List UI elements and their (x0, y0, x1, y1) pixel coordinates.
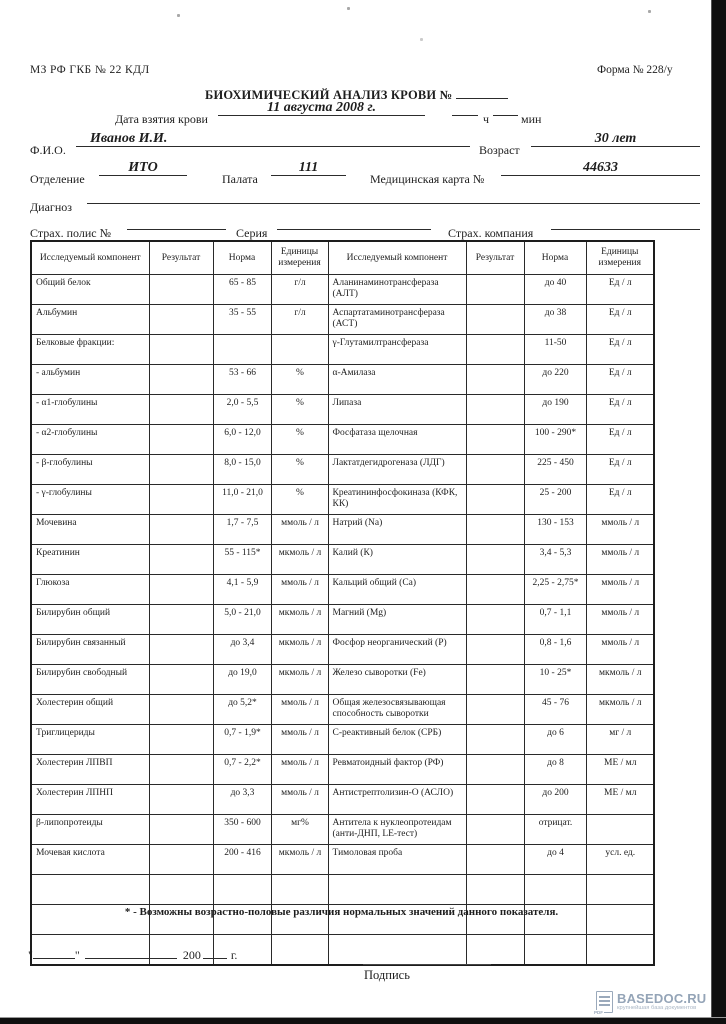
insurance-company-label: Страх. компания (448, 226, 534, 240)
blood-draw-date-field (218, 99, 425, 116)
result-value (466, 575, 524, 605)
norm-range: 350 - 600 (213, 815, 271, 845)
table-row (31, 755, 654, 785)
result-value (149, 605, 213, 635)
ward-label: Палата (222, 172, 258, 186)
norm-range (213, 875, 271, 905)
table-row (31, 335, 654, 365)
column-header-result: Результат (466, 241, 524, 275)
component-name: Белковые фракции: (31, 335, 149, 365)
result-value (149, 785, 213, 815)
medical-card-value: 44633 (583, 160, 618, 175)
result-value (466, 755, 524, 785)
table-row (31, 275, 654, 305)
analysis-number-blank (456, 86, 508, 99)
norm-range: 55 - 115* (213, 545, 271, 575)
norm-range: до 4 (524, 845, 586, 875)
result-value (466, 875, 524, 905)
unit-label: Ед / л (586, 305, 654, 335)
norm-range: 2,0 - 5,5 (213, 395, 271, 425)
result-value (466, 635, 524, 665)
unit-label: Ед / л (586, 455, 654, 485)
result-value (466, 395, 524, 425)
norm-range (524, 875, 586, 905)
component-name: - альбумин (31, 365, 149, 395)
norm-range: 100 - 290* (524, 425, 586, 455)
result-value (149, 875, 213, 905)
norm-range: 53 - 66 (213, 365, 271, 395)
norm-range: до 5,2* (213, 695, 271, 725)
table-row (31, 725, 654, 755)
component-name: С-реактивный белок (СРБ) (328, 725, 466, 755)
result-value (466, 665, 524, 695)
norm-range: 0,7 - 1,1 (524, 605, 586, 635)
results-table-body (31, 275, 654, 966)
unit-label: ммоль / л (271, 695, 328, 725)
component-name: Мочевая кислота (31, 845, 149, 875)
unit-label: Ед / л (586, 395, 654, 425)
unit-label: ммоль / л (586, 545, 654, 575)
unit-label: % (271, 365, 328, 395)
table-row (31, 785, 654, 815)
component-name: Фосфор неорганический (Р) (328, 635, 466, 665)
ward-value: 111 (298, 160, 319, 175)
unit-label: ммоль / л (586, 575, 654, 605)
column-header-norm: Норма (213, 241, 271, 275)
result-value (466, 605, 524, 635)
component-name: Антитела к нуклеопротеидам (анти-ДНП, LE-тест) (328, 815, 466, 845)
unit-label: Ед / л (586, 485, 654, 515)
unit-label: усл. ед. (586, 845, 654, 875)
ward-field (271, 159, 346, 176)
component-name: Натрий (Na) (328, 515, 466, 545)
unit-label (586, 875, 654, 905)
result-value (149, 755, 213, 785)
unit-label: % (271, 395, 328, 425)
result-value (149, 305, 213, 335)
scan-border-right (711, 0, 726, 1024)
column-header-component: Исследуемый компонент (31, 241, 149, 275)
component-name: Холестерин ЛПНП (31, 785, 149, 815)
norm-range: 5,0 - 21,0 (213, 605, 271, 635)
component-name: Кальций общий (Ca) (328, 575, 466, 605)
component-name: Билирубин связанный (31, 635, 149, 665)
scan-speck (177, 14, 180, 17)
result-value (466, 845, 524, 875)
age-field (531, 130, 700, 147)
result-value (466, 425, 524, 455)
organization-label: МЗ РФ ГКБ № 22 КДЛ (30, 64, 150, 76)
table-row (31, 695, 654, 725)
table-row (31, 425, 654, 455)
age-value: 30 лет (594, 131, 637, 146)
table-row (31, 815, 654, 845)
scan-speck (420, 38, 423, 41)
norm-range: 0,7 - 1,9* (213, 725, 271, 755)
component-name: Тимоловая проба (328, 845, 466, 875)
unit-label: мг / л (586, 725, 654, 755)
norm-range: до 19,0 (213, 665, 271, 695)
table-row (31, 875, 654, 905)
unit-label: Ед / л (586, 425, 654, 455)
component-name: - α2-глобулины (31, 425, 149, 455)
result-value (149, 815, 213, 845)
result-value (466, 365, 524, 395)
unit-label: ммоль / л (271, 515, 328, 545)
table-row (31, 485, 654, 515)
column-header-norm: Норма (524, 241, 586, 275)
unit-label (586, 815, 654, 845)
pdf-document-icon (596, 991, 613, 1013)
department-label: Отделение (30, 172, 85, 186)
norm-range: до 3,4 (213, 635, 271, 665)
result-value (149, 635, 213, 665)
unit-label: ммоль / л (586, 605, 654, 635)
unit-label: мкмоль / л (586, 695, 654, 725)
component-name: Общая железосвязывающая способность сыворотки (328, 695, 466, 725)
day-blank (33, 946, 75, 959)
unit-label: ммоль / л (271, 755, 328, 785)
component-name (328, 875, 466, 905)
norm-range: 45 - 76 (524, 695, 586, 725)
unit-label: мкмоль / л (586, 665, 654, 695)
result-value (466, 785, 524, 815)
component-name: Глюкоза (31, 575, 149, 605)
patient-name-field (76, 130, 470, 147)
component-name: Железо сыворотки (Fe) (328, 665, 466, 695)
result-value (466, 695, 524, 725)
norm-range: 3,4 - 5,3 (524, 545, 586, 575)
norm-range: 25 - 200 (524, 485, 586, 515)
unit-label: % (271, 485, 328, 515)
year-suffix: г. (230, 948, 238, 962)
result-value (466, 275, 524, 305)
scan-speck (648, 10, 651, 13)
component-name: Лактатдегидрогеназа (ЛДГ) (328, 455, 466, 485)
component-name (31, 875, 149, 905)
year-blank (203, 946, 227, 959)
basedoc-watermark (596, 991, 706, 1013)
result-value (149, 575, 213, 605)
result-value (149, 845, 213, 875)
unit-label: г/л (271, 305, 328, 335)
result-value (466, 545, 524, 575)
table-header-row (31, 241, 654, 275)
norm-range: 2,25 - 2,75* (524, 575, 586, 605)
unit-label: МЕ / мл (586, 755, 654, 785)
component-name: Креатинин (31, 545, 149, 575)
unit-label: мкмоль / л (271, 605, 328, 635)
column-header-result: Результат (149, 241, 213, 275)
column-header-component: Исследуемый компонент (328, 241, 466, 275)
norm-range: 200 - 416 (213, 845, 271, 875)
norm-range: 0,7 - 2,2* (213, 755, 271, 785)
result-value (149, 485, 213, 515)
result-value (149, 545, 213, 575)
unit-label: мкмоль / л (271, 545, 328, 575)
unit-label: мкмоль / л (271, 665, 328, 695)
patient-name-value: Иванов И.И. (90, 131, 168, 146)
component-name: Аспартатаминотрансфераза (АСТ) (328, 305, 466, 335)
diagnosis-label: Диагноз (30, 200, 73, 214)
table-row (31, 515, 654, 545)
result-value (466, 305, 524, 335)
result-value (149, 275, 213, 305)
component-name: Липаза (328, 395, 466, 425)
month-blank (85, 946, 177, 959)
department-field (99, 159, 187, 176)
table-row (31, 305, 654, 335)
unit-label: Ед / л (586, 275, 654, 305)
result-value (149, 515, 213, 545)
pdf-icon-label: PDF (594, 1010, 603, 1015)
norm-range: до 38 (524, 305, 586, 335)
insurance-company-field (551, 213, 700, 230)
norm-range: 6,0 - 12,0 (213, 425, 271, 455)
result-value (466, 815, 524, 845)
result-value (149, 365, 213, 395)
unit-label (271, 875, 328, 905)
unit-label: Ед / л (586, 335, 654, 365)
result-value (149, 395, 213, 425)
close-quote: " (74, 948, 80, 962)
unit-label (586, 935, 654, 966)
norm-range (524, 935, 586, 966)
component-name: Билирубин свободный (31, 665, 149, 695)
component-name: Магний (Mg) (328, 605, 466, 635)
blood-draw-date-value: 11 августа 2008 г. (267, 100, 376, 115)
norm-range: 4,1 - 5,9 (213, 575, 271, 605)
result-value (466, 725, 524, 755)
fill-date-line (28, 946, 237, 963)
scan-border-bottom (0, 1017, 726, 1024)
norm-range: 130 - 153 (524, 515, 586, 545)
component-name: γ-Глутамилтрансфераза (328, 335, 466, 365)
component-name: Холестерин общий (31, 695, 149, 725)
table-row (31, 545, 654, 575)
watermark-tagline: крупнейшая база документов (617, 1005, 697, 1012)
result-value (149, 695, 213, 725)
result-value (466, 515, 524, 545)
patient-name-label: Ф.И.О. (30, 143, 66, 157)
open-quote: " (28, 948, 33, 962)
medical-card-field (501, 159, 700, 176)
component-name: Ревматоидный фактор (РФ) (328, 755, 466, 785)
age-label: Возраст (479, 143, 520, 157)
year-prefix: 200 (182, 948, 201, 962)
series-field (277, 213, 431, 230)
norm-range: 8,0 - 15,0 (213, 455, 271, 485)
component-name: Общий белок (31, 275, 149, 305)
norm-range: до 40 (524, 275, 586, 305)
unit-label: ммоль / л (271, 725, 328, 755)
result-value (149, 425, 213, 455)
form-number-label: Форма № 228/у (597, 64, 673, 76)
unit-label: ммоль / л (271, 785, 328, 815)
component-name: α-Амилаза (328, 365, 466, 395)
norm-range: 0,8 - 1,6 (524, 635, 586, 665)
scan-speck (347, 7, 350, 10)
norm-range: 35 - 55 (213, 305, 271, 335)
component-name: Аланинаминотрансфераза (АЛТ) (328, 275, 466, 305)
component-name: - γ-глобулины (31, 485, 149, 515)
norm-range: 11-50 (524, 335, 586, 365)
unit-label: Ед / л (586, 365, 654, 395)
column-header-units: Единицы измерения (586, 241, 654, 275)
unit-label: ммоль / л (271, 575, 328, 605)
table-row (31, 455, 654, 485)
result-value (466, 335, 524, 365)
component-name: Триглицериды (31, 725, 149, 755)
result-value (149, 665, 213, 695)
footnote: * - Возможны возрастно-половые различия нормальных значений данного показателя. (124, 906, 559, 918)
table-row (31, 365, 654, 395)
unit-label (271, 335, 328, 365)
unit-label: мкмоль / л (271, 845, 328, 875)
norm-range: до 6 (524, 725, 586, 755)
diagnosis-field (87, 187, 700, 204)
insurance-policy-field (127, 213, 226, 230)
table-row (31, 845, 654, 875)
norm-range: до 190 (524, 395, 586, 425)
unit-label: мг% (271, 815, 328, 845)
signature-label: Подпись (364, 968, 410, 982)
component-name: Мочевина (31, 515, 149, 545)
result-value (466, 455, 524, 485)
unit-label: г/л (271, 275, 328, 305)
unit-label: мкмоль / л (271, 635, 328, 665)
minutes-label: мин (521, 112, 542, 126)
norm-range: отрицат. (524, 815, 586, 845)
results-table (30, 240, 655, 966)
norm-range (213, 335, 271, 365)
norm-range: до 3,3 (213, 785, 271, 815)
unit-label (271, 935, 328, 966)
component-name: Билирубин общий (31, 605, 149, 635)
component-name: Калий (К) (328, 545, 466, 575)
unit-label: ммоль / л (586, 635, 654, 665)
norm-range: 10 - 25* (524, 665, 586, 695)
component-name: Креатининфосфокиназа (КФК, КК) (328, 485, 466, 515)
column-header-units: Единицы измерения (271, 241, 328, 275)
table-row (31, 605, 654, 635)
table-row (31, 635, 654, 665)
unit-label: ммоль / л (586, 515, 654, 545)
component-name: Холестерин ЛПВП (31, 755, 149, 785)
component-name: - β-глобулины (31, 455, 149, 485)
norm-range: до 220 (524, 365, 586, 395)
minutes-blank (493, 99, 518, 116)
unit-label: % (271, 425, 328, 455)
result-value (149, 725, 213, 755)
hours-blank (452, 99, 478, 116)
result-value (149, 455, 213, 485)
norm-range: 1,7 - 7,5 (213, 515, 271, 545)
result-value (466, 485, 524, 515)
series-label: Серия (236, 226, 268, 240)
blood-draw-date-label: Дата взятия крови (115, 112, 208, 126)
table-row (31, 395, 654, 425)
result-value (149, 335, 213, 365)
norm-range: 225 - 450 (524, 455, 586, 485)
unit-label: % (271, 455, 328, 485)
signature-blank (363, 952, 491, 965)
table-row (31, 575, 654, 605)
component-name: Фосфатаза щелочная (328, 425, 466, 455)
table-row (31, 665, 654, 695)
department-value: ИТО (128, 160, 158, 175)
component-name: Альбумин (31, 305, 149, 335)
component-name: Антистрептолизин-О (АСЛО) (328, 785, 466, 815)
medical-card-label: Медицинская карта № (370, 172, 485, 186)
hours-label: ч (483, 112, 490, 126)
norm-range: 11,0 - 21,0 (213, 485, 271, 515)
watermark-site-name: BASEDOC.RU (617, 990, 707, 1006)
norm-range: до 200 (524, 785, 586, 815)
component-name: β-липопротеиды (31, 815, 149, 845)
document-title-text: БИОХИМИЧЕСКИЙ АНАЛИЗ КРОВИ № (205, 88, 453, 102)
norm-range: 65 - 85 (213, 275, 271, 305)
norm-range: до 8 (524, 755, 586, 785)
unit-label: МЕ / мл (586, 785, 654, 815)
insurance-policy-label: Страх. полис № (30, 226, 112, 240)
component-name: - α1-глобулины (31, 395, 149, 425)
